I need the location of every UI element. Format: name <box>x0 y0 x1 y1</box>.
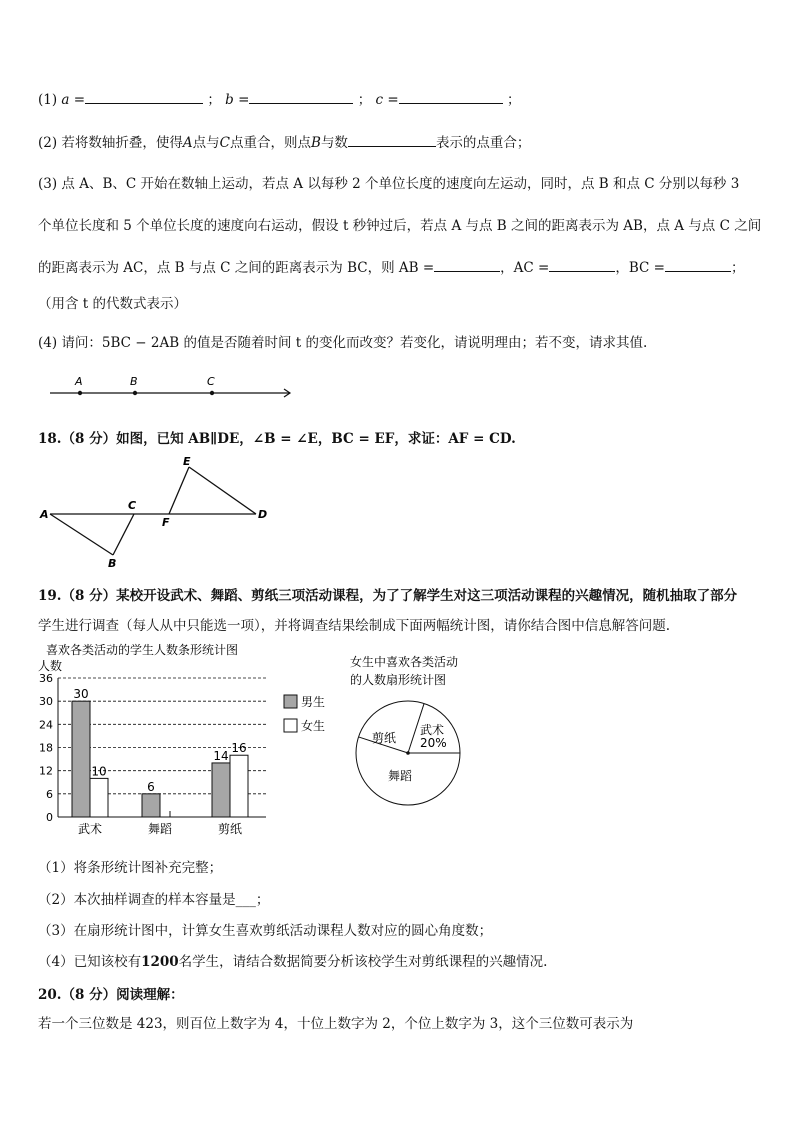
label-a: A <box>75 375 83 388</box>
category-label: 武术 <box>77 822 103 836</box>
q17-part3-line4: （用含 t 的代数式表示） <box>38 296 188 312</box>
q20-title: 20.（8 分）阅读理解： <box>38 987 184 1003</box>
point-c <box>210 391 214 395</box>
pie-chart <box>340 652 490 812</box>
label-b: B <box>130 375 138 388</box>
q20-line1: 若一个三位数是 423，则百位上数字为 4，十位上数字为 2，个位上数字为 3，这个三位数可表示为 <box>38 1016 634 1032</box>
answer-blank-ac[interactable] <box>549 259 615 272</box>
q19-sub4: （4）已知该校有1200名学生，请结合数据简要分析该校学生对剪纸课程的兴趣情况. <box>38 954 548 970</box>
bar-value-label: 6 <box>147 779 155 794</box>
legend-label: 男生 <box>301 695 326 709</box>
q17-part3-line2: 个单位长度和 5 个单位长度的速度向右运动，假设 t 秒钟过后，若点 A 与点 B 之间的距离表示为 AB，点 A 与点 C 之间 <box>38 218 762 234</box>
q19-sub2: （2）本次抽样调查的样本容量是___； <box>38 892 270 908</box>
q17-part1: (1) a = ； b = ； c = ； <box>38 92 521 108</box>
pie-slice-label: 剪纸 <box>372 731 397 745</box>
answer-blank-bc[interactable] <box>665 259 731 272</box>
point-b <box>133 391 137 395</box>
label-B: B <box>108 557 117 570</box>
legend-swatch <box>284 695 297 708</box>
pie-center <box>406 751 410 755</box>
q19-sub1: （1）将条形统计图补充完整； <box>38 860 223 876</box>
answer-blank-fold[interactable] <box>348 134 436 147</box>
y-tick-label: 18 <box>39 741 53 755</box>
bar <box>230 755 248 817</box>
y-tick-label: 24 <box>39 718 53 732</box>
bar-value-label: 10 <box>91 764 107 779</box>
label-F: F <box>162 516 170 529</box>
q17-part3-line1: (3) 点 A、B、C 开始在数轴上运动，若点 A 以每秒 2 个单位长度的速度向左运动，同时，点 B 和点 C 分别以每秒 3 <box>38 176 740 192</box>
bar-chart-ylabel: 人数 <box>38 659 63 673</box>
y-tick-label: 0 <box>46 811 53 824</box>
y-tick-label: 6 <box>46 787 53 801</box>
q19-sub3: （3）在扇形统计图中，计算女生喜欢剪纸活动课程人数对应的圆心角度数； <box>38 923 493 939</box>
y-tick-label: 12 <box>39 764 53 778</box>
q18-figure <box>36 455 276 570</box>
label-C: C <box>128 499 137 512</box>
bar <box>72 701 90 817</box>
q17-part3-line3: 的距离表示为 AC，点 B 与点 C 之间的距离表示为 BC，则 AB = ，AC = ，BC = ； <box>38 260 745 276</box>
bar <box>212 763 230 817</box>
q17-part4: (4) 请问：5BC − 2AB 的值是否随着时间 t 的变化而改变？若变化，请说明理由；若不变，请求其值. <box>38 335 648 351</box>
pie-slice-percent: 20% <box>420 736 447 750</box>
number-line-figure <box>40 368 300 404</box>
y-tick-label: 36 <box>39 672 53 685</box>
q17-part2: (2) 若将数轴折叠，使得A点与C点重合，则点B与数 表示的点重合； <box>38 135 531 151</box>
y-tick-label: 30 <box>39 695 53 709</box>
category-label: 剪纸 <box>217 822 243 836</box>
pie-slice-label: 舞蹈 <box>388 769 413 783</box>
label-D: D <box>258 508 268 521</box>
legend-swatch <box>284 719 297 732</box>
category-label: 舞蹈 <box>147 822 173 836</box>
answer-blank-ab[interactable] <box>434 259 500 272</box>
pie-chart-title-2: 的人数扇形统计图 <box>350 673 447 687</box>
answer-blank-c[interactable] <box>399 91 503 104</box>
label-E: E <box>183 455 191 468</box>
bar <box>90 778 108 817</box>
answer-blank-b[interactable] <box>249 91 353 104</box>
bar-value-label: 16 <box>231 741 247 756</box>
answer-blank-a[interactable] <box>85 91 203 104</box>
bar <box>142 794 160 817</box>
legend-label: 女生 <box>301 719 326 733</box>
bar-value-label: 14 <box>213 748 229 763</box>
q18-title: 18.（8 分）如图，已知 AB∥DE，∠B = ∠E，BC = EF，求证：AF = CD. <box>38 431 516 447</box>
q19-line1: 19.（8 分）某校开设武术、舞蹈、剪纸三项活动课程，为了了解学生对这三项活动课程的兴趣情况，随机抽取了部分 <box>38 588 738 604</box>
point-a <box>78 391 82 395</box>
bar-chart <box>34 640 344 840</box>
pie-chart-title-1: 女生中喜欢各类活动 <box>350 655 459 669</box>
q19-line2: 学生进行调查（每人从中只能选一项），并将调查结果绘制成下面两幅统计图，请你结合图中信息解答问题. <box>38 618 671 634</box>
bar-value-label: 30 <box>73 687 89 702</box>
pie-slice-label: 武术 <box>420 723 445 737</box>
label-A: A <box>40 508 49 521</box>
bar-chart-title: 喜欢各类活动的学生人数条形统计图 <box>46 643 239 657</box>
label-c: C <box>207 375 215 388</box>
